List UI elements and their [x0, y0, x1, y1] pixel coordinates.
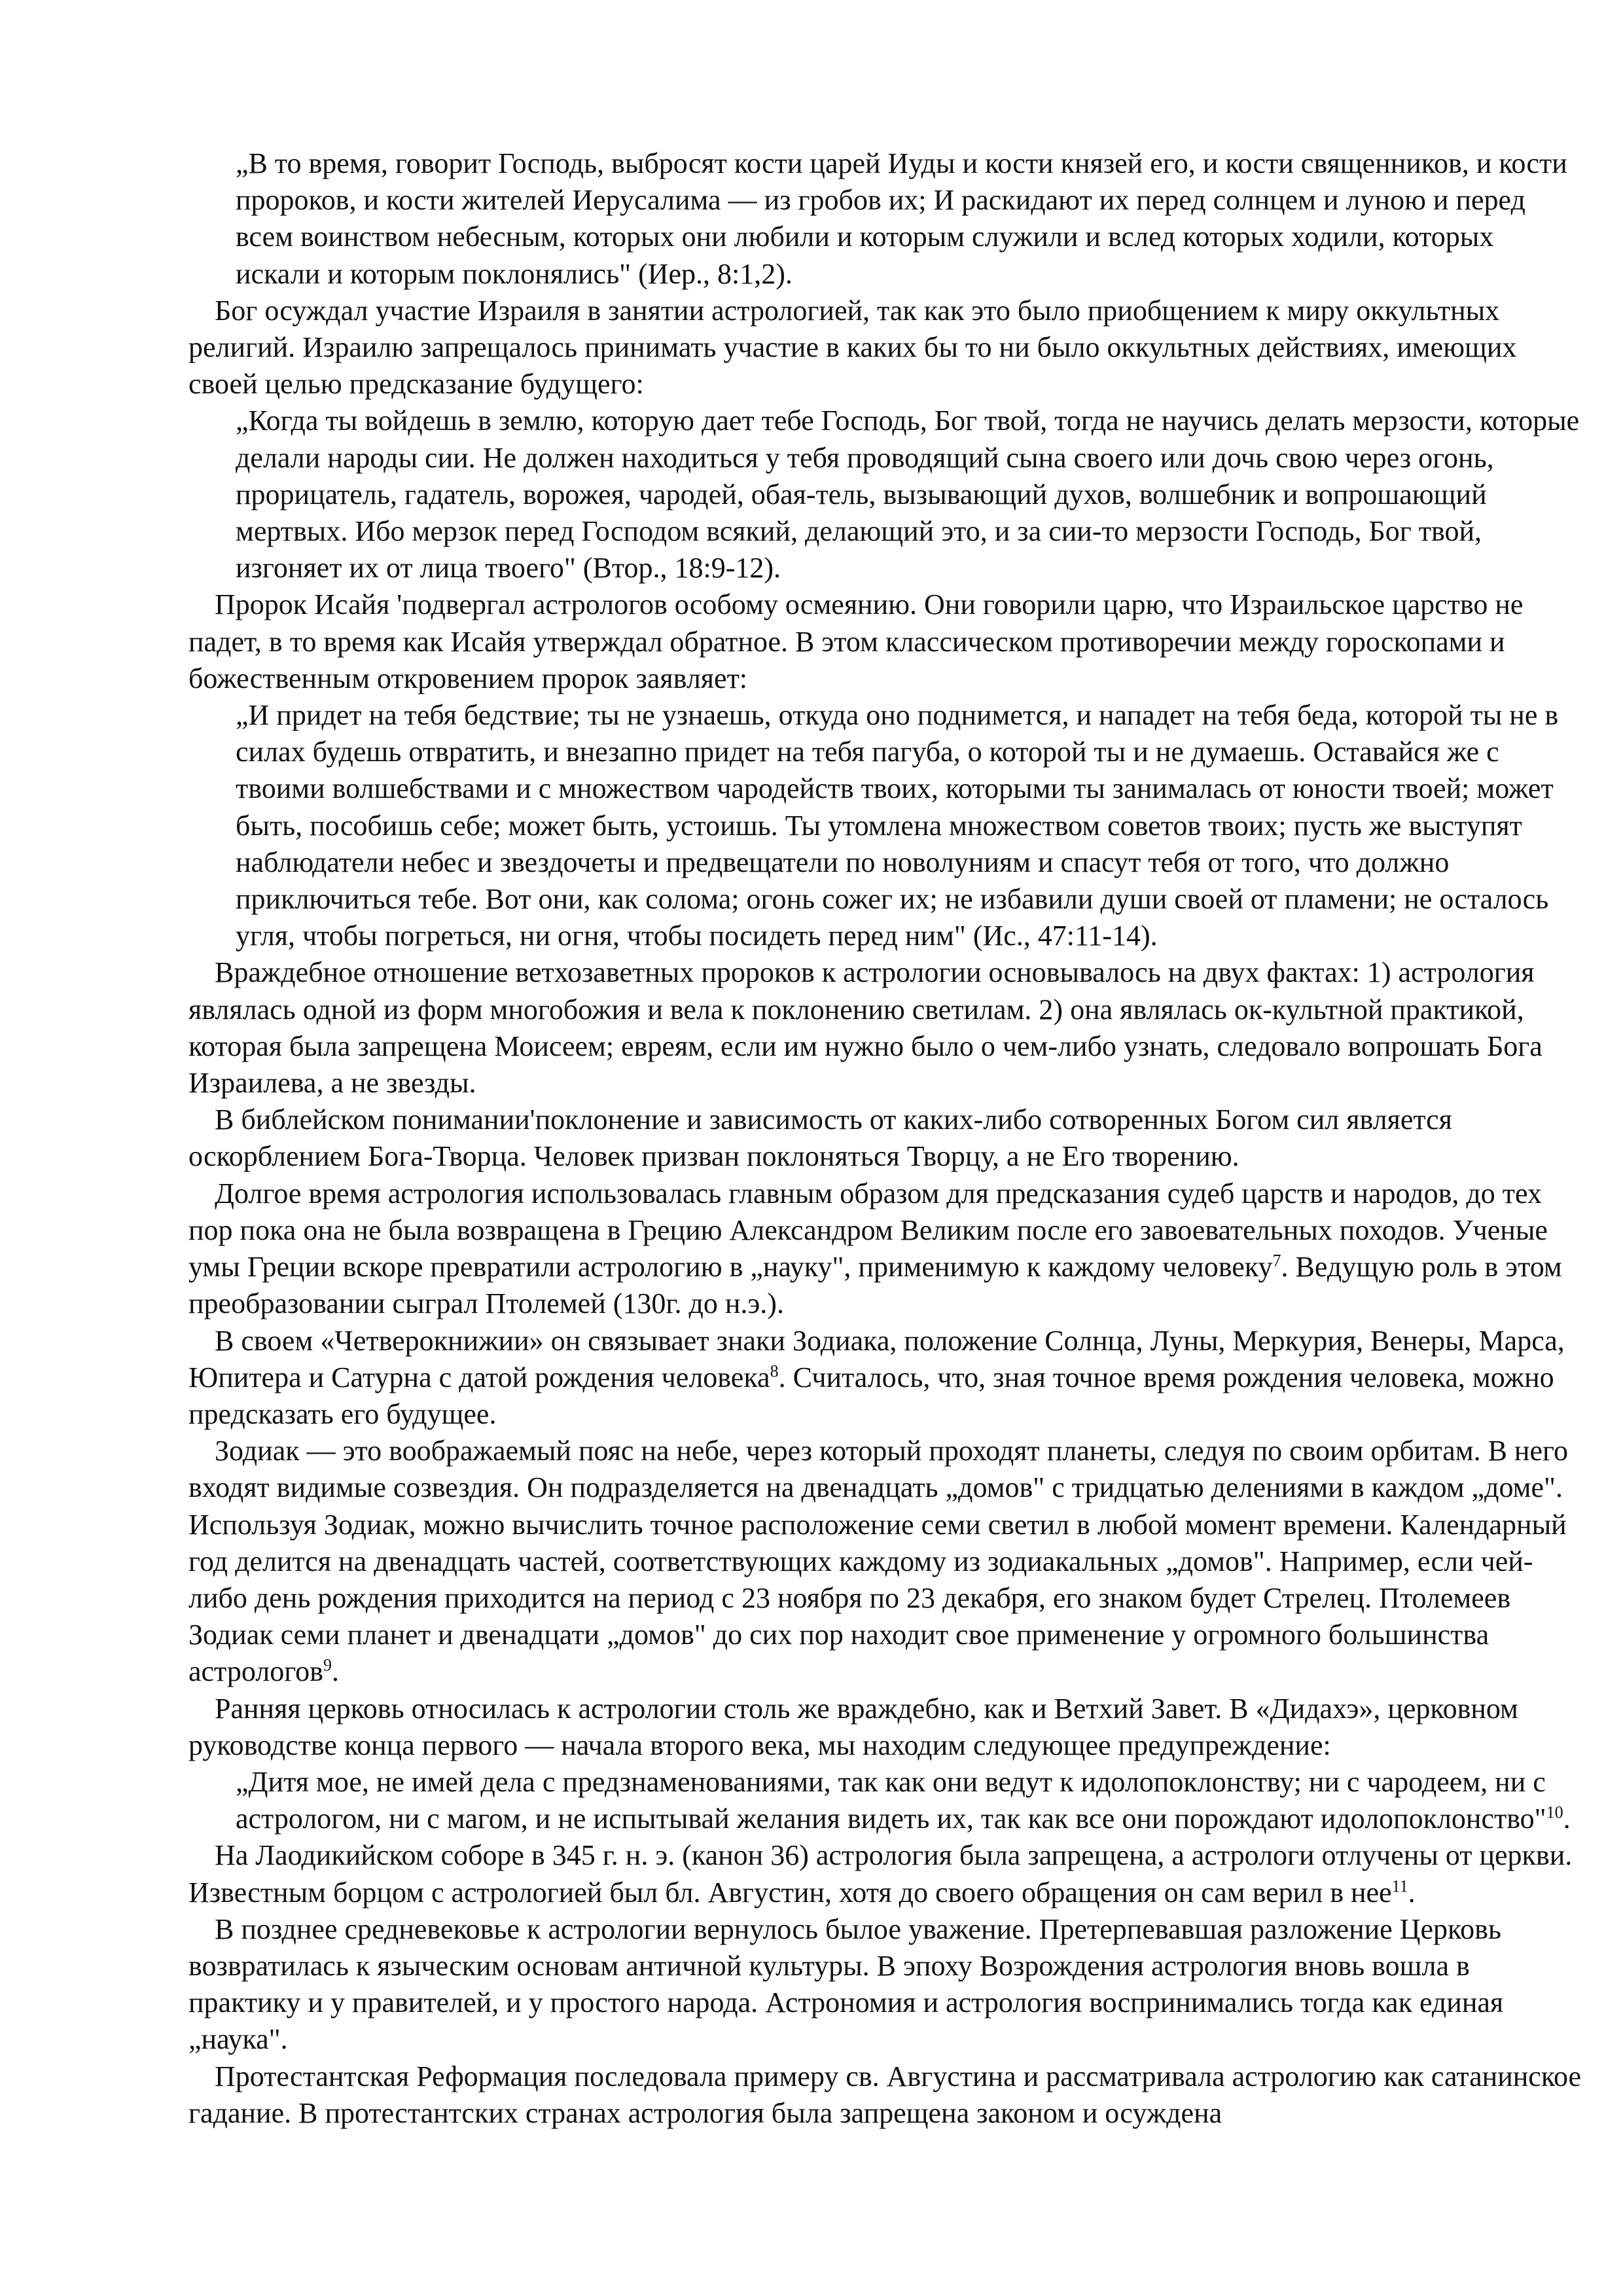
paragraph-zodiac — [188, 1433, 1582, 1690]
paragraph-text: Бог осуждал участие Израиля в занятии астрологией, так как это было приобщением к миру оккультных религий. Израилю запрещалось принимать участие в каких бы то ни было оккультных действиях, имеющих своей целью предсказание будущего: — [188, 294, 1517, 401]
paragraph-isaiah — [188, 586, 1582, 697]
paragraph-biblical-understanding — [188, 1102, 1582, 1175]
paragraph-text-tail: . — [331, 1655, 339, 1688]
paragraph-text: Пророк Исайя 'подвергал астрологов особому осмеянию. Они говорили царю, что Израильское царство не падет, в то время как Исайя утверждал обратное. В этом классическом противоречии между гороскопами и божественным откровением пророк заявляет: — [188, 588, 1524, 694]
quote-text: „В то время, говорит Господь, выбросят кости царей Иуды и кости князей его, и кости священников, и кости пророков, и кости жителей Иерусалима — из гробов их; И раскидают их перед солнцем и луною и перед всем воинством небесным, которых они любили и которым служили и вслед которых ходили, которых искали и которым поклонялись" (Иер., 8:1,2). — [236, 147, 1567, 290]
footnote-ref-8: 8 — [770, 1361, 779, 1381]
paragraph-reformation — [188, 2058, 1582, 2132]
paragraph-text-tail: . Считалось, что, зная точное время рождения человека, можно предсказать его будущее. — [188, 1361, 1554, 1430]
quote-isaiah — [236, 697, 1582, 954]
paragraph-text-tail: . — [1408, 1876, 1416, 1909]
quote-text: „Когда ты войдешь в землю, которую дает тебе Господь, Бог твой, тогда не научись делать мерзости, которые делали народы сии. Не должен находиться у тебя проводящий сына своего или дочь свою через огонь, прорицатель, гадатель, ворожея, чародей, обая-тель, вызывающий духов, волшебник и вопрошающий мертвых. Ибо мерзок перед Господом всякий, делающий это, и за сии-то мерзости Господь, Бог твой, изгоняет их от лица твоего" (Втор., 18:9-12). — [236, 404, 1580, 584]
quote-text-tail: . — [1563, 1803, 1571, 1835]
paragraph-text: Враждебное отношение ветхозаветных пророков к астрологии основывалось на двух фактах: 1) астрология являлась одной из форм многобожия и вела к поклонению светилам. 2) она являлась ок-культной практикой, которая была запрещена Моисеем; евреям, если им нужно было о чем-либо узнать, следовало вопрошать Бога Израилева, а не звезды. — [188, 956, 1543, 1100]
paragraph-text: В своем «Четверокнижии» он связывает знаки Зодиака, положение Солнца, Луны, Меркурия, Венеры, Марса, Юпитера и Сатурна с датой рождения человека — [188, 1324, 1565, 1393]
quote-deuteronomy — [236, 403, 1582, 586]
footnote-ref-11: 11 — [1391, 1876, 1408, 1895]
paragraph-text: В позднее средневековье к астрологии вернулось былое уважение. Претерпевавшая разложение Церковь возвратилась к языческим основам античной культуры. В эпоху Возрождения астрология вновь вошла в практику и у правителей, и у простого народа. Астрономия и астрология воспринимались тогда как единая „наука". — [188, 1912, 1504, 2056]
footnote-ref-7: 7 — [1272, 1251, 1281, 1270]
document-page — [188, 145, 1582, 2132]
footnote-ref-10: 10 — [1546, 1803, 1563, 1822]
paragraph-text: Протестантская Реформация последовала примеру св. Августина и рассматривала астрологию как сатанинское гадание. В протестантских странах астрология была запрещена законом и осуждена — [188, 2060, 1582, 2129]
paragraph-middle-ages — [188, 1911, 1582, 2058]
paragraph-text: Зодиак — это воображаемый пояс на небе, через который проходят планеты, следуя по своим орбитам. В него входят видимые созвездия. Он подразделяется на двенадцать „домов" с тридцатью делениями в каждом „доме". Используя Зодиак, можно вычислить точное расположение семи светил в любой момент времени. Календарный год делится на двенадцать частей, соответствующих каждому из зодиакальных „домов". Например, если чей-либо день рождения приходится на период с 23 ноября по 23 декабря, его знаком будет Стрелец. Птолемеев Зодиак семи планет и двенадцати „домов" до сих пор находит свое применение у огромного большинства астрологов — [188, 1435, 1568, 1688]
paragraph-early-church — [188, 1691, 1582, 1764]
paragraph-text: Долгое время астрология использовалась главным образом для предсказания судеб царств и народов, до тех пор пока она не была возвращена в Грецию Александром Великим после его завоевательных походов. Ученые умы Греции вскоре превратили астрологию в „науку", применимую к каждому человеку — [188, 1177, 1548, 1283]
paragraph-laodicea — [188, 1837, 1582, 1910]
paragraph-text-tail: . Ведущую роль в этом преобразовании сыграл Птолемей (130г. до н.э.). — [188, 1251, 1562, 1320]
quote-jeremiah — [236, 145, 1582, 293]
quote-text: „И придет на тебя бедствие; ты не узнаешь, откуда оно поднимется, и нападет на тебя беда, которой ты не в силах будешь отвратить, и внезапно придет на тебя пагуба, о которой ты и не думаешь. Оставайся же с твоими волшебствами и с множеством чародейств твоих, которыми ты занималась от юности твоей; может быть, пособишь себе; может быть, устоишь. Ты утомлена множеством советов твоих; пусть же выступят наблюдатели небес и звездочеты и предвещатели по новолуниям и спасут тебя от того, что должно приключиться тебе. Вот они, как солома; огонь сожег их; не избавили души своей от пламени; не осталось угля, чтобы погреться, ни огня, чтобы посидеть перед ним" (Ис., 47:11-14). — [236, 699, 1559, 952]
paragraph-text: Ранняя церковь относилась к астрологии столь же враждебно, как и Ветхий Завет. В «Дидахэ», церковном руководстве конца первого — начала второго века, мы находим следующее предупреждение: — [188, 1692, 1518, 1761]
paragraph-two-facts — [188, 954, 1582, 1102]
paragraph-text: В библейском понимании'поклонение и зависимость от каких-либо сотворенных Богом сил является оскорблением Бога-Творца. Человек призван поклоняться Творцу, а не Его творению. — [188, 1103, 1452, 1173]
paragraph-israel-occult — [188, 293, 1582, 403]
paragraph-tetrabiblos — [188, 1323, 1582, 1433]
quote-didache — [236, 1764, 1582, 1837]
paragraph-text: На Лаодикийском соборе в 345 г. н. э. (канон 36) астрология была запрещена, а астрологи отлучены от церкви. Известным борцом с астрологией был бл. Августин, хотя до своего обращения он сам верил в нее — [188, 1839, 1573, 1909]
footnote-ref-9: 9 — [323, 1655, 332, 1675]
quote-text: „Дитя мое, не имей дела с предзнаменованиями, так как они ведут к идолопоклонству; ни с чародеем, ни с астрологом, ни с магом, и не испытывай желания видеть их, так как все они порождают идолопоклонство" — [236, 1765, 1546, 1835]
paragraph-greece — [188, 1175, 1582, 1323]
